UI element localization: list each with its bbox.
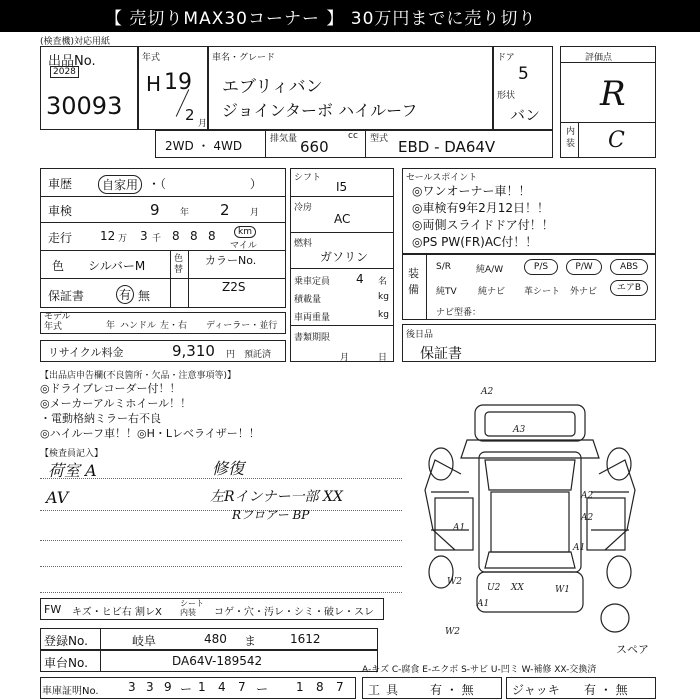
later-label: 後日品 [406,330,434,340]
legend-items: キズ・ヒビ右 割レX [72,607,162,618]
equip-2-4: 外ナビ [570,287,598,297]
chassis-sep [100,650,101,672]
notes-label: 【出品店申告欄(不良箇所・欠品・注意事項等)】 [40,371,237,381]
capacity-unit3: kg [378,310,389,320]
note-3: ・電動格納ミラー右不良 [40,412,161,425]
later-value: 保証書 [420,346,462,362]
year-era: H [146,72,162,96]
jack-label: ジャッキ [512,683,560,697]
model-value: EBD - DA64V [398,138,496,156]
recycle-note: 預託済 [244,350,272,360]
shaken-year: 9 [150,201,160,219]
jack-value: 有 ・ 無 [584,683,628,697]
mark-6: A1 [573,543,586,553]
mark-1: A2 [481,387,494,397]
docs-day: 日 [378,353,388,363]
inspect-h3: AV [46,488,69,507]
mid-line2 [290,232,394,233]
tools-label: 工具 [368,683,405,697]
mark-8: U2 [487,583,501,593]
cert-d5: 4 [218,680,226,694]
shaken-month-unit: 月 [250,208,260,218]
mid-line3 [290,268,394,269]
chassis-value: DA64V-189542 [172,654,263,668]
mileage-d1: 12 [100,229,116,243]
inspect-h2: 修復 [212,459,245,478]
cert-m1: ー [180,682,193,696]
legend-rest: コゲ・穴・汚レ・シミ・破レ・スレ [214,607,374,618]
mark-4: A2 [581,513,594,523]
color-sep2 [188,250,189,308]
mark-5: A1 [453,523,466,533]
mileage-d5: 8 [208,229,216,243]
history-rest: ・（ ） [148,177,262,191]
cert-d4: 1 [198,680,206,694]
mileage-u2: 千 [152,234,162,244]
interior-value: C [608,128,625,153]
year-value: 19 [164,70,192,95]
inspect-line3 [40,540,402,541]
inspect-line4 [40,566,402,567]
reg-kana: ま [244,634,257,648]
model-label: 型式 [370,134,389,144]
legend-sheet: シート内装 [180,599,204,617]
reg-class: 480 [204,632,227,646]
mid-line4 [290,325,394,326]
mileage-label: 走行 [48,231,73,245]
capacity-label2: 積載量 [294,295,322,305]
ac-value: AC [334,212,351,226]
sales-item-3: ◎両側スライドドア付！！ [412,218,554,232]
reg-sep [100,628,101,650]
car-grade: ジョインターボ ハイルーフ [222,101,418,120]
docs-month: 月 [340,353,350,363]
cert-label: 車庫証明No. [42,686,99,697]
car-diagram [405,380,655,640]
equip-1-1: S/R [436,262,451,272]
cert-m2: ー [256,682,269,696]
history-value: 自家用 [98,175,142,194]
cert-d7: 1 [296,680,304,694]
recycle-unit: 円 [226,350,236,360]
chassis-label: 車台No. [44,656,88,670]
mileage-unit-km: km [234,226,256,238]
cert-d6: 7 [238,680,246,694]
displacement-value: 660 [300,138,329,156]
docs-label: 書類期限 [294,333,331,343]
equip-navi: ナビ型番： [436,308,482,318]
shaken-month: 2 [220,201,230,219]
shaken-year-unit: 年 [180,208,190,218]
info-line4 [40,278,286,279]
inspect-h1: 荷室 A [48,461,97,480]
cert-d2: 3 [146,680,154,694]
info-line2 [40,222,286,223]
mark-7: W2 [447,577,462,587]
equip-1-3: P/S [524,259,558,275]
recycle-value: 9,310 [172,342,215,360]
mileage-d4: 8 [190,229,198,243]
sales-item-4: ◎PS PW(FR)AC付！！ [412,235,538,249]
car-label: 車名・グレード [212,53,276,63]
color-no: Z2S [222,280,246,294]
sales-label: セールスポイント [406,173,478,183]
capacity-unit2: kg [378,292,389,302]
door-label: ドア [497,53,515,63]
cert-d9: 7 [336,680,344,694]
shift-value: I5 [336,180,348,194]
color-no-label: カラーNo. [205,254,257,267]
interior-label: 内装 [566,127,576,149]
mid-line1 [290,196,394,197]
displacement-label: 排気量 [270,134,298,144]
lot-number: 30093 [46,92,123,120]
color-sep [170,250,171,308]
score-value: R [600,74,626,114]
ac-label: 冷房 [294,203,313,213]
note-1: ◎ドライブレコーダー付！！ [40,382,181,395]
equip-1-5: ABS [610,259,648,275]
mod-dealer: ディーラー・並行 [206,321,278,331]
year-month-unit: 月 [198,119,208,129]
score-sep [560,122,656,123]
sales-item-1: ◎ワンオーナー車！！ [412,184,531,198]
equip-1-4: P/W [566,259,602,275]
mileage-u1: 万 [118,234,128,244]
spare-label: スペア [616,643,649,656]
shape-value: バン [510,106,541,124]
note-4: ◎ハイルーフ車！！◎H・Lレベライザー！！ [40,427,260,440]
equip-sep [426,254,427,320]
tools-value: 有 ・ 無 [430,683,474,697]
interior-sep [578,122,579,158]
fuel-label: 燃料 [294,239,313,249]
cert-d8: 8 [316,680,324,694]
mod-handle-val: 左・右 [160,321,188,331]
displacement-unit: cc [348,131,358,141]
year-month: 2 [185,106,195,124]
mod-label: モデル年式 [44,312,71,332]
equip-2-2: 純ナビ [478,287,506,297]
mileage-d3: 8 [172,229,180,243]
color-change-label: 色替 [174,254,184,275]
inspect-h4: 左Rインナー一部 XX [210,489,343,505]
drive: 2WD ・ 4WD [165,139,243,153]
spec-sep1 [265,130,266,158]
shape-label: 形状 [497,91,516,101]
inspect-line2 [40,510,402,511]
car-name: エブリィバン [222,77,323,97]
inspect-label: 【検査員記入】 [40,449,104,459]
warranty-no: 無 [138,289,151,303]
legend-fw: FW [44,603,62,616]
mileage-unit-mile: マイル [230,241,257,251]
warranty-yes: 有 [116,285,134,304]
cert-d3: 9 [164,680,172,694]
mark-2: A3 [513,425,526,435]
recycle-label: リサイクル料金 [48,346,124,359]
mod-handle: ハンドル [120,321,157,331]
equip-2-1: 純TV [436,287,457,297]
mark-11: A1 [477,599,490,609]
capacity-label1: 乗車定員 [294,277,331,287]
reg-num: 1612 [290,632,321,646]
score-label: 評価点 [585,53,613,63]
equip-2-5: エアB [610,280,648,296]
mark-10: W1 [555,585,570,595]
door-value: 5 [518,64,529,84]
legend-bottom: A-キズ C-腐食 E-エクボ S-サビ U-凹ミ W-補修 XX-交換済 [362,665,597,675]
equip-label: 装備 [408,267,419,296]
color-label: 色 [52,259,65,273]
inspect-h5: Rフロアー BP [232,508,310,522]
note-2: ◎メーカーアルミホイール！！ [40,397,192,410]
top-note: (検査機)対応用紙 [40,37,111,47]
history-label: 車歴 [48,177,73,191]
mark-3: A2 [581,491,594,501]
capacity-unit1: 名 [378,277,388,287]
capacity-value: 4 [356,272,364,286]
cert-d1: 3 [128,680,136,694]
lot-sub: 2028 [50,66,79,78]
equip-2-3: 革シート [524,287,561,297]
year-label: 年式 [142,53,161,63]
shaken-label: 車検 [48,204,73,218]
mark-12: W2 [445,627,460,637]
equip-1-2: 純A/W [476,265,504,275]
inspect-line5 [40,592,402,593]
lot-label: 出品No. [48,54,96,69]
spec-sep2 [365,130,366,158]
info-line1 [40,196,286,197]
fuel-value: ガソリン [320,250,369,264]
mod-year-unit: 年 [106,321,116,331]
color-value: シルバーM [88,259,146,273]
reg-place: 岐阜 [132,634,157,648]
reg-label: 登録No. [44,634,88,648]
banner-text: 【 売切りMAX30コーナー 】 30万円までに売り切り [105,9,537,29]
mileage-d2: 3 [140,229,148,243]
warranty-label: 保証書 [48,289,85,303]
capacity-label3: 車両重量 [294,313,331,323]
shift-label: シフト [294,173,322,183]
mark-9: XX [511,583,524,593]
sales-item-2: ◎車検有9年2月12日！！ [412,201,550,215]
